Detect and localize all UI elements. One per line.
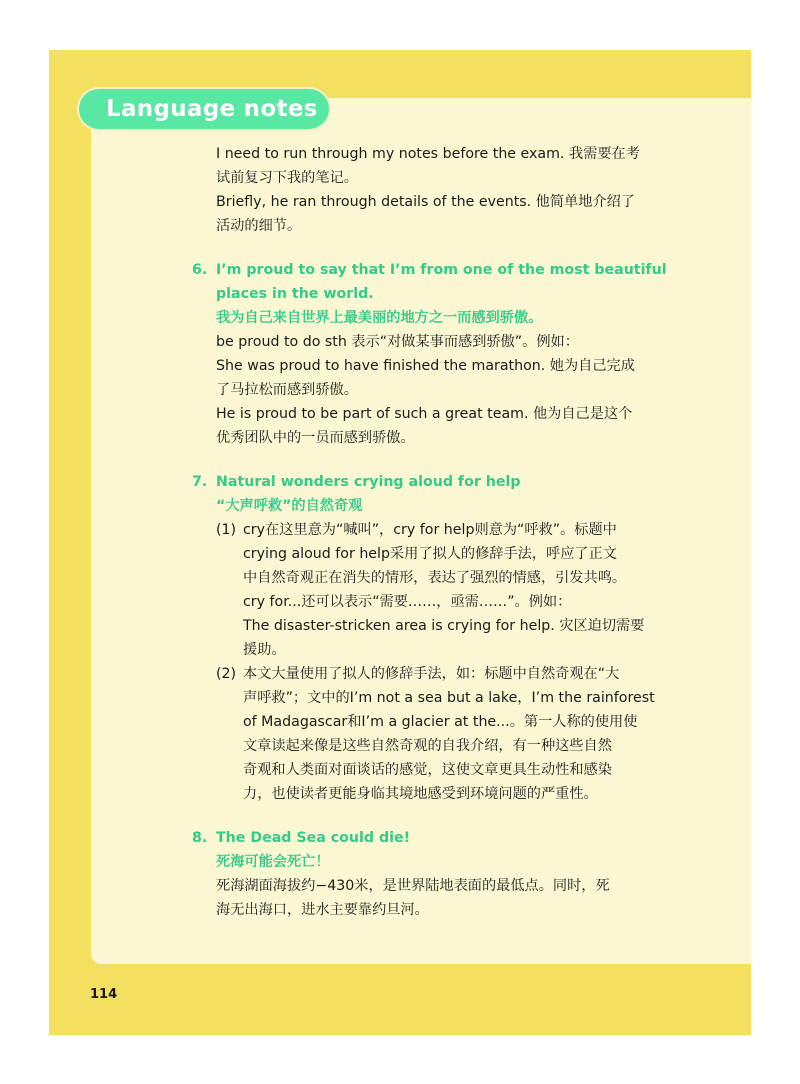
note-7-sub-1-line: 援助。 (243, 642, 286, 658)
note-7-sub-1-line: 中自然奇观正在消失的情形，表达了强烈的情感，引发共鸣。 (243, 570, 627, 586)
note-8-translation: 死海可能会死亡！ (216, 854, 330, 870)
note-7-sub-2-marker: (2) (216, 666, 237, 682)
page-title: Language notes (106, 96, 318, 122)
note-6-heading: places in the world. (216, 286, 374, 302)
intro-line: I need to run through my notes before the exam. 我需要在考 (216, 146, 640, 162)
note-6-line: He is proud to be part of such a great team. 他为自己是这个 (216, 406, 633, 422)
note-6-line: 优秀团队中的一员而感到骄傲。 (216, 430, 415, 446)
note-7-sub-2-line: 文章读起来像是这些自然奇观的自我介绍，有一种这些自然 (243, 738, 612, 754)
note-8-heading: The Dead Sea could die! (216, 830, 411, 846)
note-7-heading: Natural wonders crying aloud for help (216, 474, 521, 490)
note-7-sub-1-line: The disaster-stricken area is crying for help. 灾区迫切需要 (243, 618, 645, 634)
note-7-sub-1-line: cry在这里意为“喊叫”，cry for help则意为“呼救”。标题中 (243, 522, 617, 538)
note-7-number: 7. (192, 474, 208, 490)
note-8-number: 8. (192, 830, 208, 846)
note-7-sub-1-line: cry for...还可以表示“需要……，亟需……”。例如： (243, 594, 572, 610)
note-6-line: be proud to do sth 表示“对做某事而感到骄傲”。例如： (216, 334, 579, 350)
note-6-heading: I’m proud to say that I’m from one of the most beautiful (216, 262, 667, 278)
note-6-number: 6. (192, 262, 208, 278)
intro-line: Briefly, he ran through details of the events. 他简单地介绍了 (216, 194, 635, 210)
note-6-line: She was proud to have finished the marathon. 她为自己完成 (216, 358, 635, 374)
note-7-translation: “大声呼救”的自然奇观 (216, 498, 363, 514)
note-6-line: 了马拉松而感到骄傲。 (216, 382, 358, 398)
intro-line: 试前复习下我的笔记。 (216, 170, 358, 186)
intro-line: 活动的细节。 (216, 218, 302, 234)
note-7-sub-1-marker: (1) (216, 522, 237, 538)
note-7-sub-2-line: 本文大量使用了拟人的修辞手法，如：标题中自然奇观在“大 (243, 666, 620, 682)
note-7-sub-2-line: 声呼救”；文中的I’m not a sea but a lake，I’m the rainforest (243, 690, 655, 706)
note-8-line: 海无出海口，进水主要靠约旦河。 (216, 902, 429, 918)
note-8-line: 死海湖面海拔约−430米，是世界陆地表面的最低点。同时，死 (216, 878, 610, 894)
note-7-sub-2-line: of Madagascar和I’m a glacier at the...。第一人称的使用使 (243, 714, 638, 730)
note-7-sub-1-line: crying aloud for help采用了拟人的修辞手法，呼应了正文 (243, 546, 617, 562)
page-number: 114 (90, 987, 118, 1002)
note-6-translation: 我为自己来自世界上最美丽的地方之一而感到骄傲。 (216, 310, 543, 326)
note-7-sub-2-line: 奇观和人类面对面谈话的感觉，这使文章更具生动性和感染 (243, 762, 612, 778)
note-7-sub-2-line: 力，也使读者更能身临其境地感受到环境问题的严重性。 (243, 786, 598, 802)
